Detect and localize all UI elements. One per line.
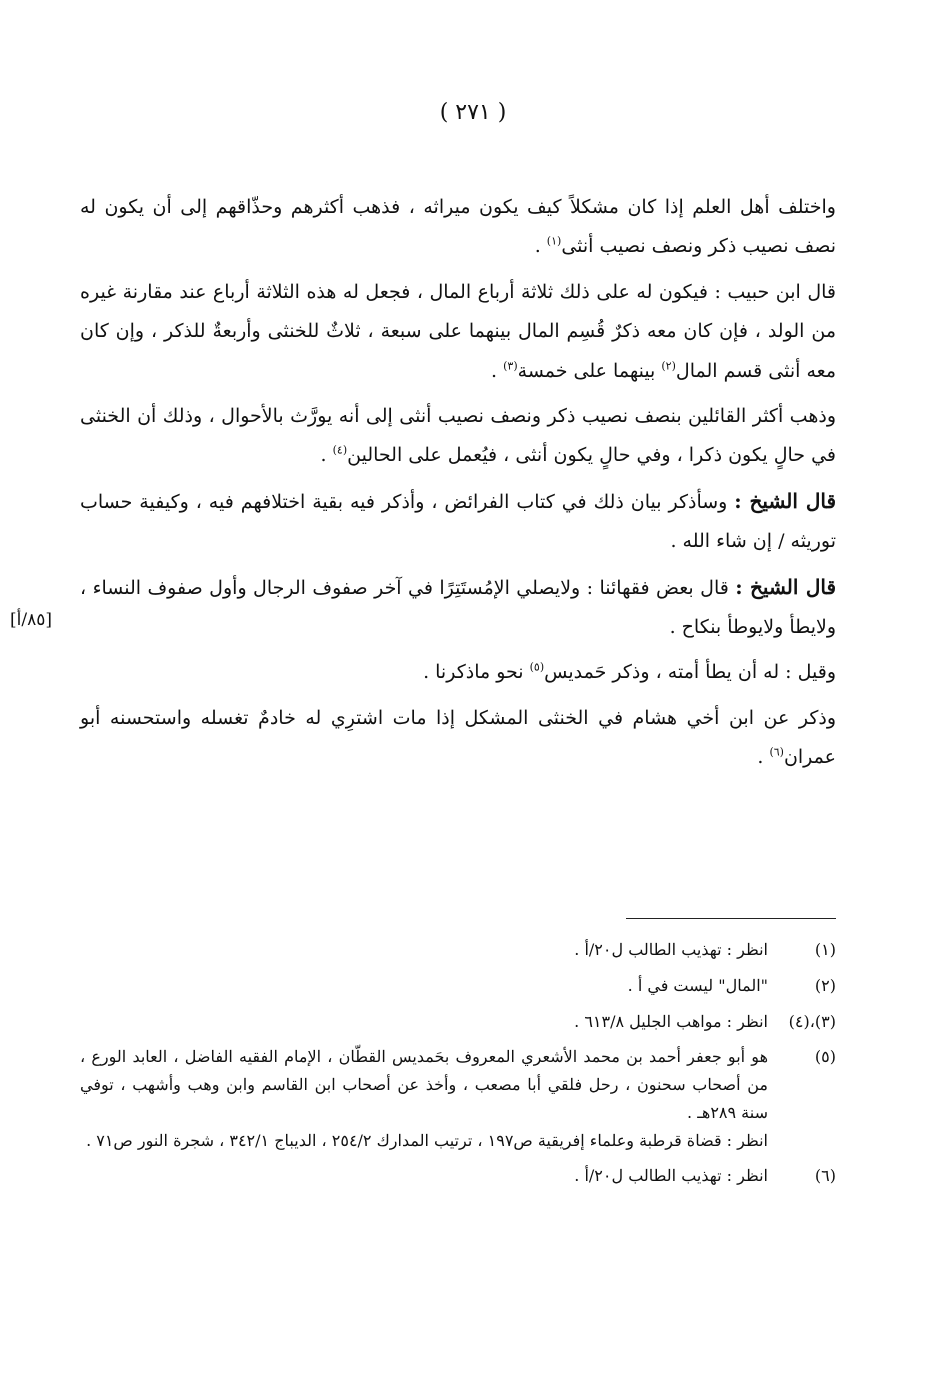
footnote-ref: (٥) [529,661,545,675]
footnotes [80,935,836,1197]
paragraph-tail: . [491,359,504,382]
footnote-ref: (٢) [661,359,676,373]
footnote-number: (٦) [814,1166,836,1185]
sheikh-heading: قال الشيخ : [735,574,836,599]
manuscript-folio-marker: [٨٥/أ] [10,610,52,630]
paragraph-tail: . [757,746,770,769]
footnote-ref: (٣) [503,359,518,373]
paragraph-2 [80,273,836,391]
paragraph-text: وذهب أكثر القائلين بنصف نصيب ذكر ونصف نصيب أنثى إلى أنه يورَّث بالأحوال ، وذلك أن الخنثى في حالٍ يكون ذكرا ، وفي حالٍ يكون أنثى ، فيُعمل على الحالين [80,405,836,467]
footnote-sources: انظر : قضاة قرطبة وعلماء إفريقية ص١٩٧ ، ترتيب المدارك ٢٥٤/٢ ، الديباج ٣٤٢/١ ، شجرة النور ص٧١ . [86,1131,768,1150]
paragraph-text: واختلف أهل العلم إذا كان مشكلاً كيف يكون ميراثه ، فذهب أكثرهم وحذّاقهم إلى أن يكون له نصف نصيب ذكر ونصف نصيب أنثى [80,196,836,258]
footnote-body [80,1043,768,1155]
paragraph-tail: . [534,235,547,258]
paragraph-3 [80,397,836,476]
paragraph-text: وقيل : له أن يطأ أمته ، وذكر حَمديس [544,661,836,684]
footnote-ref: (٤) [332,444,348,458]
paragraph-1 [80,188,836,267]
paragraph-text: وسأذكر بيان ذلك في كتاب الفرائض ، وأذكر فيه بقية اختلافهم فيه ، وكيفية حساب توريثه / إن شاء الله . [80,490,836,553]
footnote-text: انظر : تهذيب الطالب ل٢٠/أ . [574,1166,768,1185]
sheikh-heading: قال الشيخ : [734,488,837,513]
paragraph-tail: نحو ماذكرنا . [423,661,530,684]
footnote-3-4 [80,1007,836,1037]
paragraph-tail: . [320,444,333,467]
footnote-1 [80,935,836,965]
paragraph-6 [80,653,836,692]
paragraph-text: وذكر عن ابن أخي هشام في الخنثى المشكل إذا مات اشترِي له خادمٌ تغسله واستحسنه أبو عمران [80,706,836,769]
paragraph-text: قال بعض فقهائنا : ولايصلي الإمُستَتِرًا في آخر صفوف الرجال وأول صفوف النساء ، ولايطأ ولايوطأ بنكاح . [80,576,836,639]
footnote-ref: (١) [546,235,562,249]
footnote-number: (٣)،(٤) [788,1012,836,1031]
paragraph-tail: بينهما على خمسة [517,359,662,382]
footnote-2 [80,971,836,1001]
footnote-6 [80,1161,836,1191]
paragraph-5 [80,568,836,648]
footnote-number: (٢) [814,976,836,995]
footnote-number: (١) [814,940,836,959]
paragraph-7 [80,699,836,778]
footnote-ref: (٦) [769,745,784,759]
footnote-5 [80,1043,836,1155]
page-number: ( ٢٧١ ) [439,100,507,125]
paragraph-text: قال ابن حبيب : فيكون له على ذلك ثلاثة أرباع المال ، فجعل له هذه الثلاثة أرباع عند مقارنة غيره من الولد ، فإن كان معه ذكرٌ قُسِم المال بينهما على سبعة ، ثلاثٌ للخنثى وأربعةٌ للذكر ، وإن كان معه أنثى قسم المال [80,280,836,382]
footnote-separator [626,918,836,919]
footnote-text: هو أبو جعفر أحمد بن محمد الأشعري المعروف بحَمديس القطّان ، الإمام الفقيه الفاضل ، العابد الورع ، من أصحاب سحنون ، رحل فلقي أبا مصعب ، وأخذ عن أصحاب ابن القاسم وابن وهب وأشهب ، توفي سنة ٢٨٩هـ . [80,1047,769,1122]
footnote-text: انظر : تهذيب الطالب ل٢٠/أ . [574,940,768,959]
main-text [80,188,836,778]
paragraph-4 [80,482,836,562]
footnote-number: (٥) [814,1047,836,1066]
footnote-text: "المال" ليست في أ . [627,976,768,995]
footnote-text: انظر : مواهب الجليل ٦١٣/٨ . [574,1012,768,1031]
